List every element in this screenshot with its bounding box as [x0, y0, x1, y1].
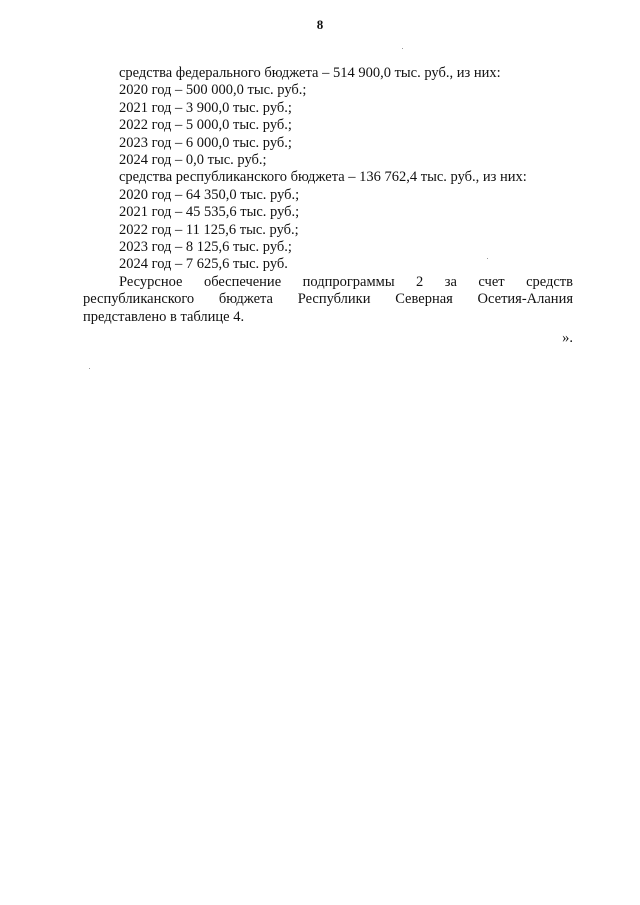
- text-line: 2023 год – 6 000,0 тыс. руб.;: [119, 134, 292, 151]
- paragraph-line: представлено в таблице 4.: [83, 308, 245, 325]
- text-line: 2024 год – 0,0 тыс. руб.;: [119, 152, 267, 169]
- text-line: средства федерального бюджета – 514 900,0 тыс. руб., из них:: [119, 65, 501, 81]
- scan-speck: [89, 368, 90, 369]
- paragraph-line: республиканского бюджета Республики Северная Осетия-Алания: [83, 291, 573, 308]
- scan-speck: [402, 48, 403, 49]
- text-line: 2024 год – 7 625,6 тыс. руб.: [119, 256, 288, 273]
- text-line: 2020 год – 500 000,0 тыс. руб.;: [119, 82, 307, 99]
- page-number: 8: [316, 17, 324, 32]
- text-line: средства республиканского бюджета – 136 762,4 тыс. руб., из них:: [119, 169, 527, 186]
- text-line: 2021 год – 3 900,0 тыс. руб.;: [119, 99, 292, 116]
- text-line: 2021 год – 45 535,6 тыс. руб.;: [119, 204, 300, 221]
- paragraph-line: Ресурсное обеспечение подпрограммы 2 за счет средств: [119, 273, 573, 290]
- text-line: 2023 год – 8 125,6 тыс. руб.;: [119, 239, 292, 256]
- closing-quote: ».: [562, 330, 573, 347]
- text-line: 2022 год – 11 125,6 тыс. руб.;: [119, 221, 299, 238]
- text-line: 2022 год – 5 000,0 тыс. руб.;: [119, 117, 292, 134]
- text-line: 2020 год – 64 350,0 тыс. руб.;: [119, 186, 300, 203]
- document-body: [83, 65, 573, 348]
- scan-speck: [487, 258, 488, 259]
